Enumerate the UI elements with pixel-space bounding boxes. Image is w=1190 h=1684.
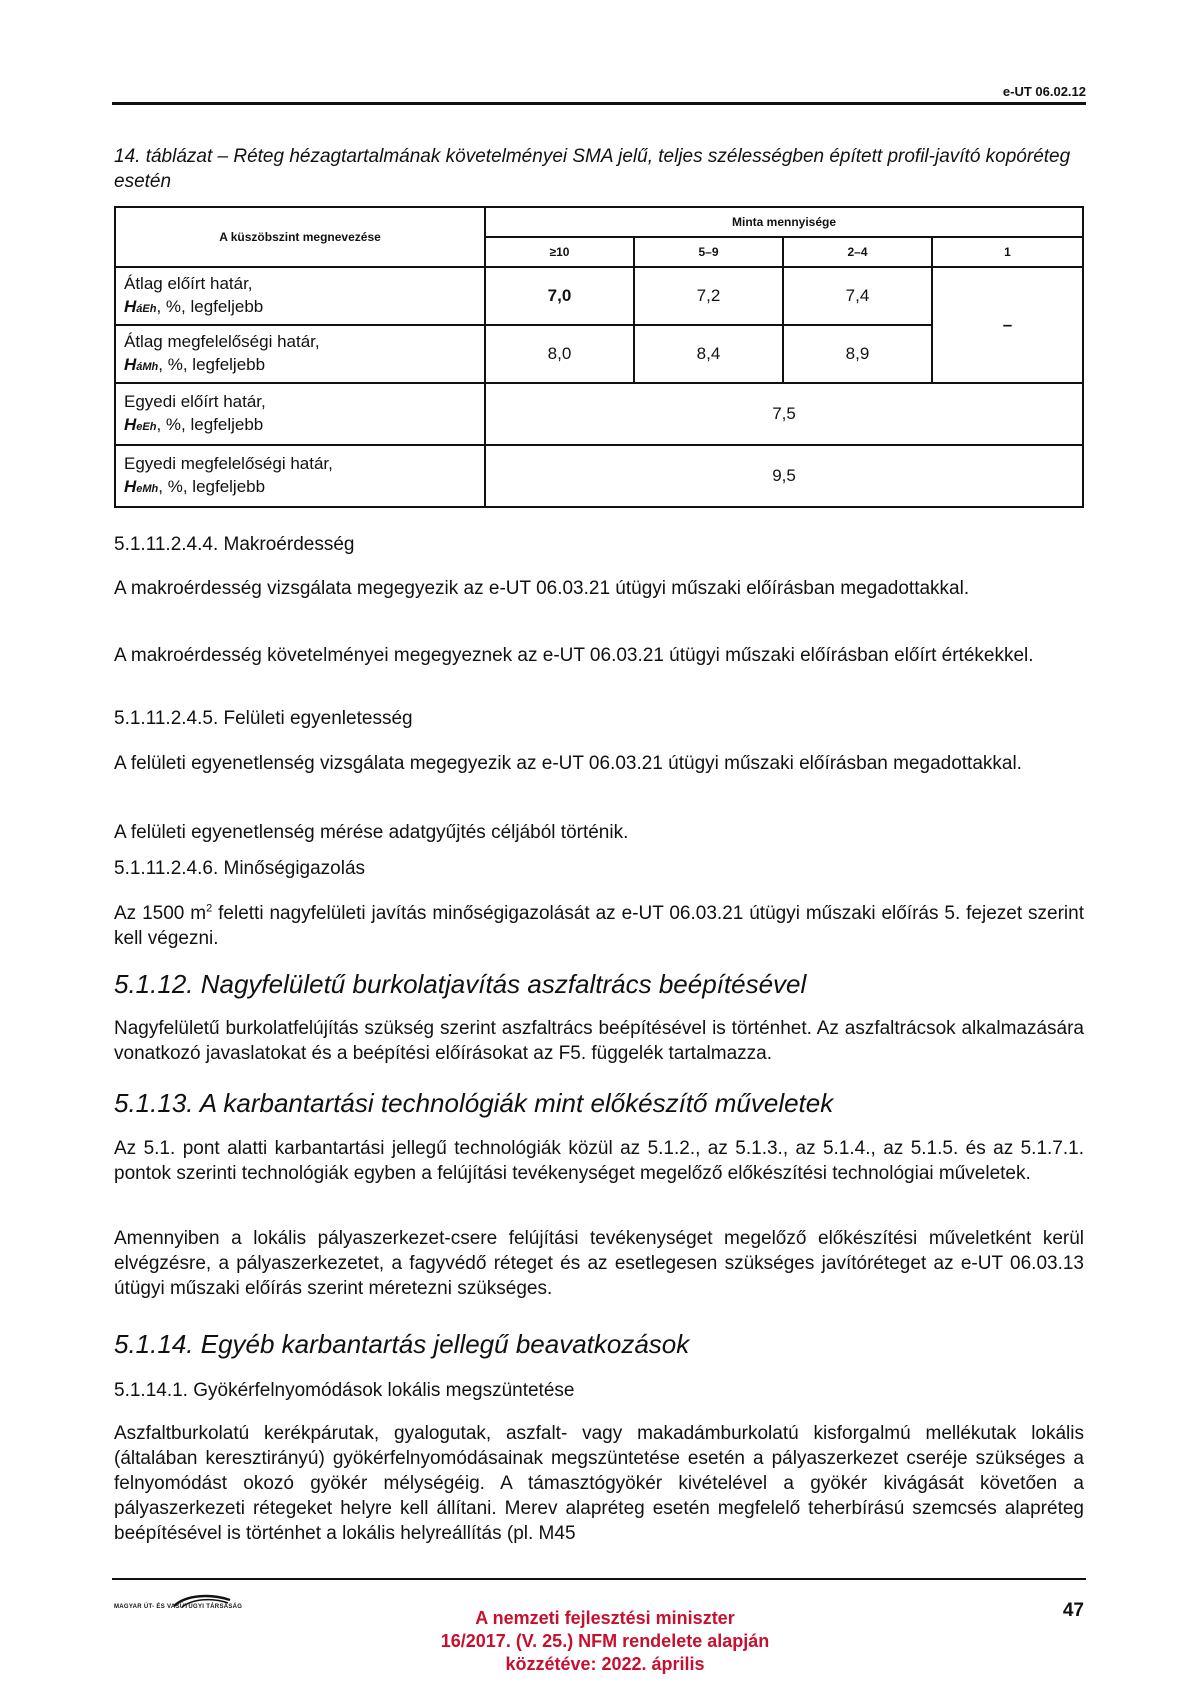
paragraph: A makroérdesség követelményei megegyeznek az e-UT 06.03.21 útügyi műszaki előírásban előírt értékekkel. (114, 645, 1034, 666)
table-cell: 8,9 (783, 325, 932, 383)
table-row (115, 445, 1083, 507)
row-symbol-sub: áMh (136, 360, 159, 373)
row-label (115, 445, 485, 507)
publication-notice (395, 1607, 815, 1676)
society-logo-text: MAGYAR ÚT- ÉS VASÚTÜGYI TÁRSASÁG (114, 1604, 243, 1610)
footer-rule (112, 1578, 1086, 1580)
table-cell: 7,4 (783, 267, 932, 325)
sample-col-header: 1 (932, 237, 1083, 267)
section-heading: 5.1.12. Nagyfelületű burkolatjavítás aszfaltrács beépítésével (114, 969, 807, 999)
paragraph-text: feletti nagyfelületi javítás minőségigazolását az e-UT 06.03.21 útügyi műszaki előírás 5. fejezet szerint kell végezni. (114, 903, 1084, 949)
table-cell: 8,4 (634, 325, 783, 383)
notice-line: közzétéve: 2022. április (505, 1654, 705, 1674)
row-unit: , %, legfeljebb (158, 354, 266, 374)
row-name: Egyedi előírt határ, (124, 391, 266, 411)
subsection-heading: 5.1.11.2.4.4. Makroérdesség (114, 534, 355, 555)
row-unit: , %, legfeljebb (156, 296, 264, 316)
superscript: 2 (206, 902, 213, 915)
paragraph: Az 5.1. pont alatti karbantartási jellegű technológiák közül az 5.1.2., az 5.1.3., az 5.1.4., az 5.1.5. és az 5.1.7.1. pontok szerinti technológiák egyben a felújítási tevékenységet megelőző előkészítési technológiai műveletek. (114, 1138, 1084, 1184)
page-number: 47 (1062, 1600, 1084, 1621)
sample-count-header: Minta mennyisége (485, 207, 1083, 237)
subsection-heading: 5.1.11.2.4.5. Felületi egyenletesség (114, 708, 413, 729)
section-heading: 5.1.14. Egyéb karbantartás jellegű beavatkozások (114, 1329, 690, 1359)
row-label (115, 383, 485, 445)
table-cell: 9,5 (485, 445, 1083, 507)
row-symbol: H (124, 414, 137, 434)
row-label (115, 325, 485, 383)
row-name: Átlag előírt határ, (124, 273, 253, 293)
not-applicable-cell: – (932, 267, 1083, 383)
table-caption: 14. táblázat – Réteg hézagtartalmának követelményei SMA jelű, teljes szélességben épített profil-javító kopóréteg esetén (114, 146, 1071, 192)
notice-line: A nemzeti fejlesztési miniszter (475, 1608, 735, 1628)
table-cell: 7,2 (634, 267, 783, 325)
table-header-row (115, 207, 1083, 237)
row-symbol-sub: eMh (136, 482, 159, 495)
notice-line: 16/2017. (V. 25.) NFM rendelete alapján (440, 1631, 770, 1651)
document-code: e-UT 06.02.12 (1002, 84, 1086, 99)
row-unit: , %, legfeljebb (156, 414, 264, 434)
requirements-table (114, 206, 1084, 508)
table-cell: 7,0 (485, 267, 634, 325)
paragraph: Nagyfelületű burkolatfelújítás szükség szerint aszfaltrács beépítésével is történhet. Az aszfaltrácsok alkalmazására vonatkozó javaslatokat és a beépítési előírásokat az F5. függelék tartalmazza. (114, 1018, 1084, 1064)
subsection-heading: 5.1.14.1. Gyökérfelnyomódások lokális megszüntetése (114, 1380, 575, 1401)
row-symbol: H (124, 476, 137, 496)
row-unit: , %, legfeljebb (158, 476, 266, 496)
table-cell: 8,0 (485, 325, 634, 383)
threshold-name-header: A küszöbszint megnevezése (115, 207, 485, 267)
table-row (115, 383, 1083, 445)
sample-col-header: 2–4 (783, 237, 932, 267)
sample-col-header: ≥10 (485, 237, 634, 267)
paragraph: A felületi egyenetlenség mérése adatgyűjtés céljából történik. (114, 822, 629, 843)
table-cell: 7,5 (485, 383, 1083, 445)
row-symbol-sub: eEh (136, 420, 157, 433)
table-row (115, 267, 1083, 325)
paragraph: A makroérdesség vizsgálata megegyezik az e-UT 06.03.21 útügyi műszaki előírásban megadottakkal. (114, 578, 970, 599)
paragraph-text: Az 1500 m (114, 903, 207, 924)
section-heading: 5.1.13. A karbantartási technológiák mint előkészítő műveletek (114, 1088, 834, 1118)
header-rule (112, 102, 1086, 105)
row-symbol-sub: áEh (136, 302, 157, 315)
row-symbol: H (124, 296, 137, 316)
row-symbol: H (124, 354, 137, 374)
sample-col-header: 5–9 (634, 237, 783, 267)
paragraph: A felületi egyenetlenség vizsgálata megegyezik az e-UT 06.03.21 útügyi műszaki előírásban megadottakkal. (114, 753, 1022, 774)
paragraph: Amennyiben a lokális pályaszerkezet-csere felújítási tevékenységet megelőző előkészítési műveletként kerül elvégzésre, a pályaszerkezetet, a fagyvédő réteget és az esetlegesen szükséges javítóréteget az e-UT 06.03.13 útügyi műszaki előírás szerint méretezni szükséges. (114, 1228, 1084, 1299)
subsection-heading: 5.1.11.2.4.6. Minőségigazolás (114, 858, 366, 879)
paragraph: Aszfaltburkolatú kerékpárutak, gyalogutak, aszfalt- vagy makadámburkolatú kisforgalmú mellékutak lokális (általában keresztirányú) gyökérfelnyomódásainak megszüntetése esetén a pályaszerkezet cseréje szükséges a felnyomódást okozó gyökér mélységéig. A támasztógyökér kivételével a gyökér kivágását követően a pályaszerkezeti rétegeket helyre kell állítani. Merev alapréteg esetén megfelelő teherbírású szemcsés alapréteg beépítésével is történhet a lokális helyreállítás (pl. M45 (114, 1423, 1084, 1544)
row-name: Egyedi megfelelőségi határ, (124, 453, 333, 473)
paragraph (114, 901, 1084, 951)
row-label (115, 267, 485, 325)
row-name: Átlag megfelelőségi határ, (124, 331, 320, 351)
